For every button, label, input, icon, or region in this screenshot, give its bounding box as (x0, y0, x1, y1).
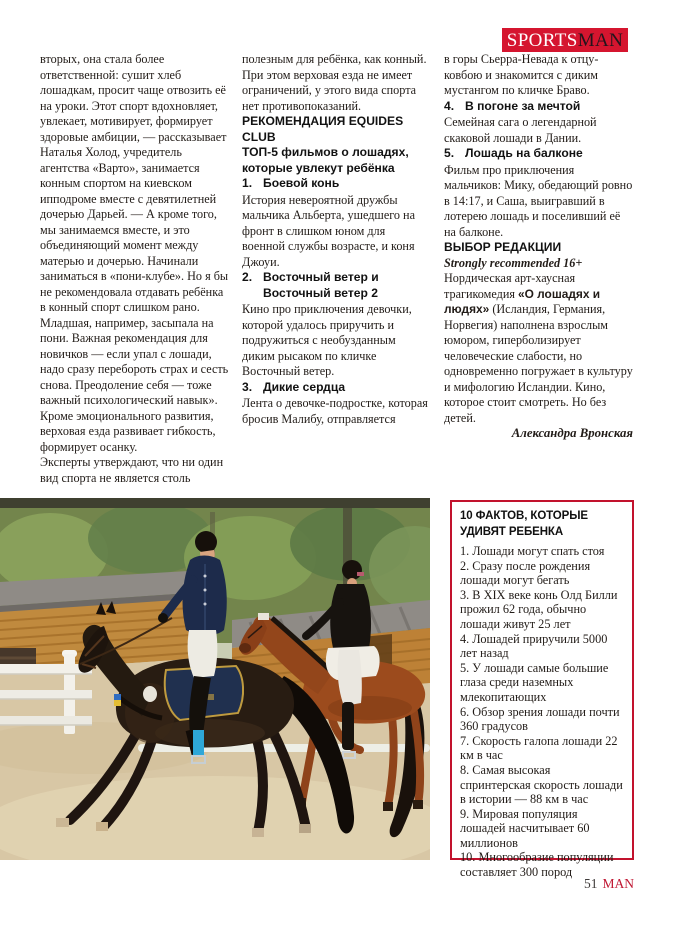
fact-item: 8. Самая высокая спринтерская скорость лошади в истории — 88 км в час (460, 762, 623, 807)
fact-item: 2. Сразу после рождения лошади могут бегать (460, 558, 591, 588)
logo-part-sports: SPORTS (506, 29, 578, 51)
paragraph: Эксперты утверждают, что ни один вид спорта не является столь (40, 455, 224, 485)
film-3-description: Лента о девочке-подростке, которая бросив Малибу, отправляется (242, 396, 428, 426)
facts-box-title: 10 ФАКТОВ, КОТОРЫЕ УДИВЯТ РЕБЕНКА (460, 510, 588, 538)
film-5-title: 5. Лошадь на балконе (444, 146, 583, 160)
fact-item: 6. Обзор зрения лошади почти 360 градусов (460, 704, 620, 734)
section-heading-top5: ТОП-5 фильмов о лошадях, которые увлекут ребёнка (242, 145, 409, 175)
film-1-number: 1. (242, 176, 253, 190)
paragraph: полезным для ребёнка, как конный. При этом верховая езда не имеет ограничений, у этого вида спорта нет противопоказаний. (242, 52, 427, 113)
film-4-title: 4. В погоне за мечтой (444, 98, 581, 113)
paragraph: Кроме эмоционального развития, верховая езда развивает гибкость, формирует осанку. (40, 408, 216, 454)
facts-box (450, 500, 634, 880)
fact-item: 10. Многообразие популяции составляет 300 пород (460, 850, 614, 880)
fact-item: 4. Лошадей приручили 5000 лет назад (460, 631, 608, 661)
editors-choice-review: Нордическая арт-хаусная трагикомедия «О лошадях и людях» (Исландия, Германия, Норвегия) наполнена взрослым юмором, гиперболизирует человеческие слабости, но одновременно погружает в культуру и мифологию Исландии. Кино, которое стоит смотреть. Но без детей. (444, 271, 633, 425)
fact-item: 5. У лошади самые большие глаза среди наземных млекопитающих (460, 660, 609, 704)
article-body (40, 52, 633, 486)
paragraph: вторых, она стала более ответственной: сушит хлеб лошадкам, просит чаще отвозить её на уроки. Этот спорт вдохновляет, увлекает, мотивирует, формирует здоровые амбиции, — рассказывает Наталья Холод, учредитель агентства «Варто», занимается конным спортом на киевском ипподроме вместе с девятилетней дочерью Дарьей. — А кроме того, мы занимаемся вместе, и это объединяющий момент между матерью и дочерью. Начинали заниматься в «пони-клубе». Но я бы не рекомендовала отдавать ребёнка в конный спорт слишком рано. Младшая, например, засыпала на пони. Важная рекомендация для новичков — если упал с лошади, надо сразу перебороть страх и сесть снова. Преодоление себя — тоже важный психологический навык». (40, 52, 229, 407)
film-4-description: Семейная сага о легендарной скаковой лошади в Дании. (444, 115, 597, 145)
film-2-number: 2. (242, 270, 253, 284)
article-column-1 (40, 52, 229, 486)
fact-item: 9. Мировая популяция лошадей насчитывает 60 миллионов (460, 806, 590, 850)
film-2-title: 2. Восточный ветер и Восточный ветер 2 (242, 270, 379, 300)
film-1-description: История невероятной дружбы мальчика Альберта, ушедшего на фронт в слишком юном для военной службы возрасте, и коня Джоуи. (242, 192, 415, 269)
author-byline: Александра Вронская (511, 426, 633, 440)
page-number: 51 (583, 876, 598, 891)
article-column-2 (242, 52, 431, 486)
fact-item: 3. В XIX веке конь Олд Билли прожил 62 года, обычно лошади живут 25 лет (460, 587, 618, 631)
footer-brand: MAN (602, 876, 634, 891)
editors-choice-heading: ВЫБОР РЕДАКЦИИ (444, 240, 562, 254)
page-footer (0, 877, 634, 891)
film-5-description: Фильм про приключения мальчиков: Мику, обедающий ровно в 14:17, и Саша, выигравший в лотерею лошадь и поселивший её на балконе. (444, 162, 633, 239)
logo-part-man: MAN (577, 29, 624, 51)
equestrian-photo (0, 498, 430, 860)
film-3-description-continued: в горы Сьерра-Невада к отцу-ковбою и знакомится с диким мустангом по кличке Браво. (444, 52, 599, 97)
film-2-description: Кино про приключения девочки, которой удалось приручить и подружиться с необузданным диким рысаком по кличке Восточный ветер. (242, 302, 412, 378)
film-1-title: 1. Боевой конь (242, 176, 340, 190)
fact-item: 7. Скорость галопа лошади 22 км в час (460, 733, 618, 763)
film-4-number: 4. (444, 98, 455, 113)
editors-choice-rating: Strongly recommended 16+ (444, 255, 583, 270)
film-5-number: 5. (444, 146, 455, 160)
fact-item: 1. Лошади могут спать стоя (460, 544, 605, 558)
section-heading-recommendation: РЕКОМЕНДАЦИЯ EQUIDES CLUB (242, 114, 404, 144)
film-3-number: 3. (242, 379, 253, 394)
review-film-title: «О лошадях и людях» (444, 286, 601, 316)
article-column-3 (444, 52, 633, 486)
magazine-logo (502, 28, 628, 52)
film-3-title: 3. Дикие сердца (242, 379, 346, 394)
